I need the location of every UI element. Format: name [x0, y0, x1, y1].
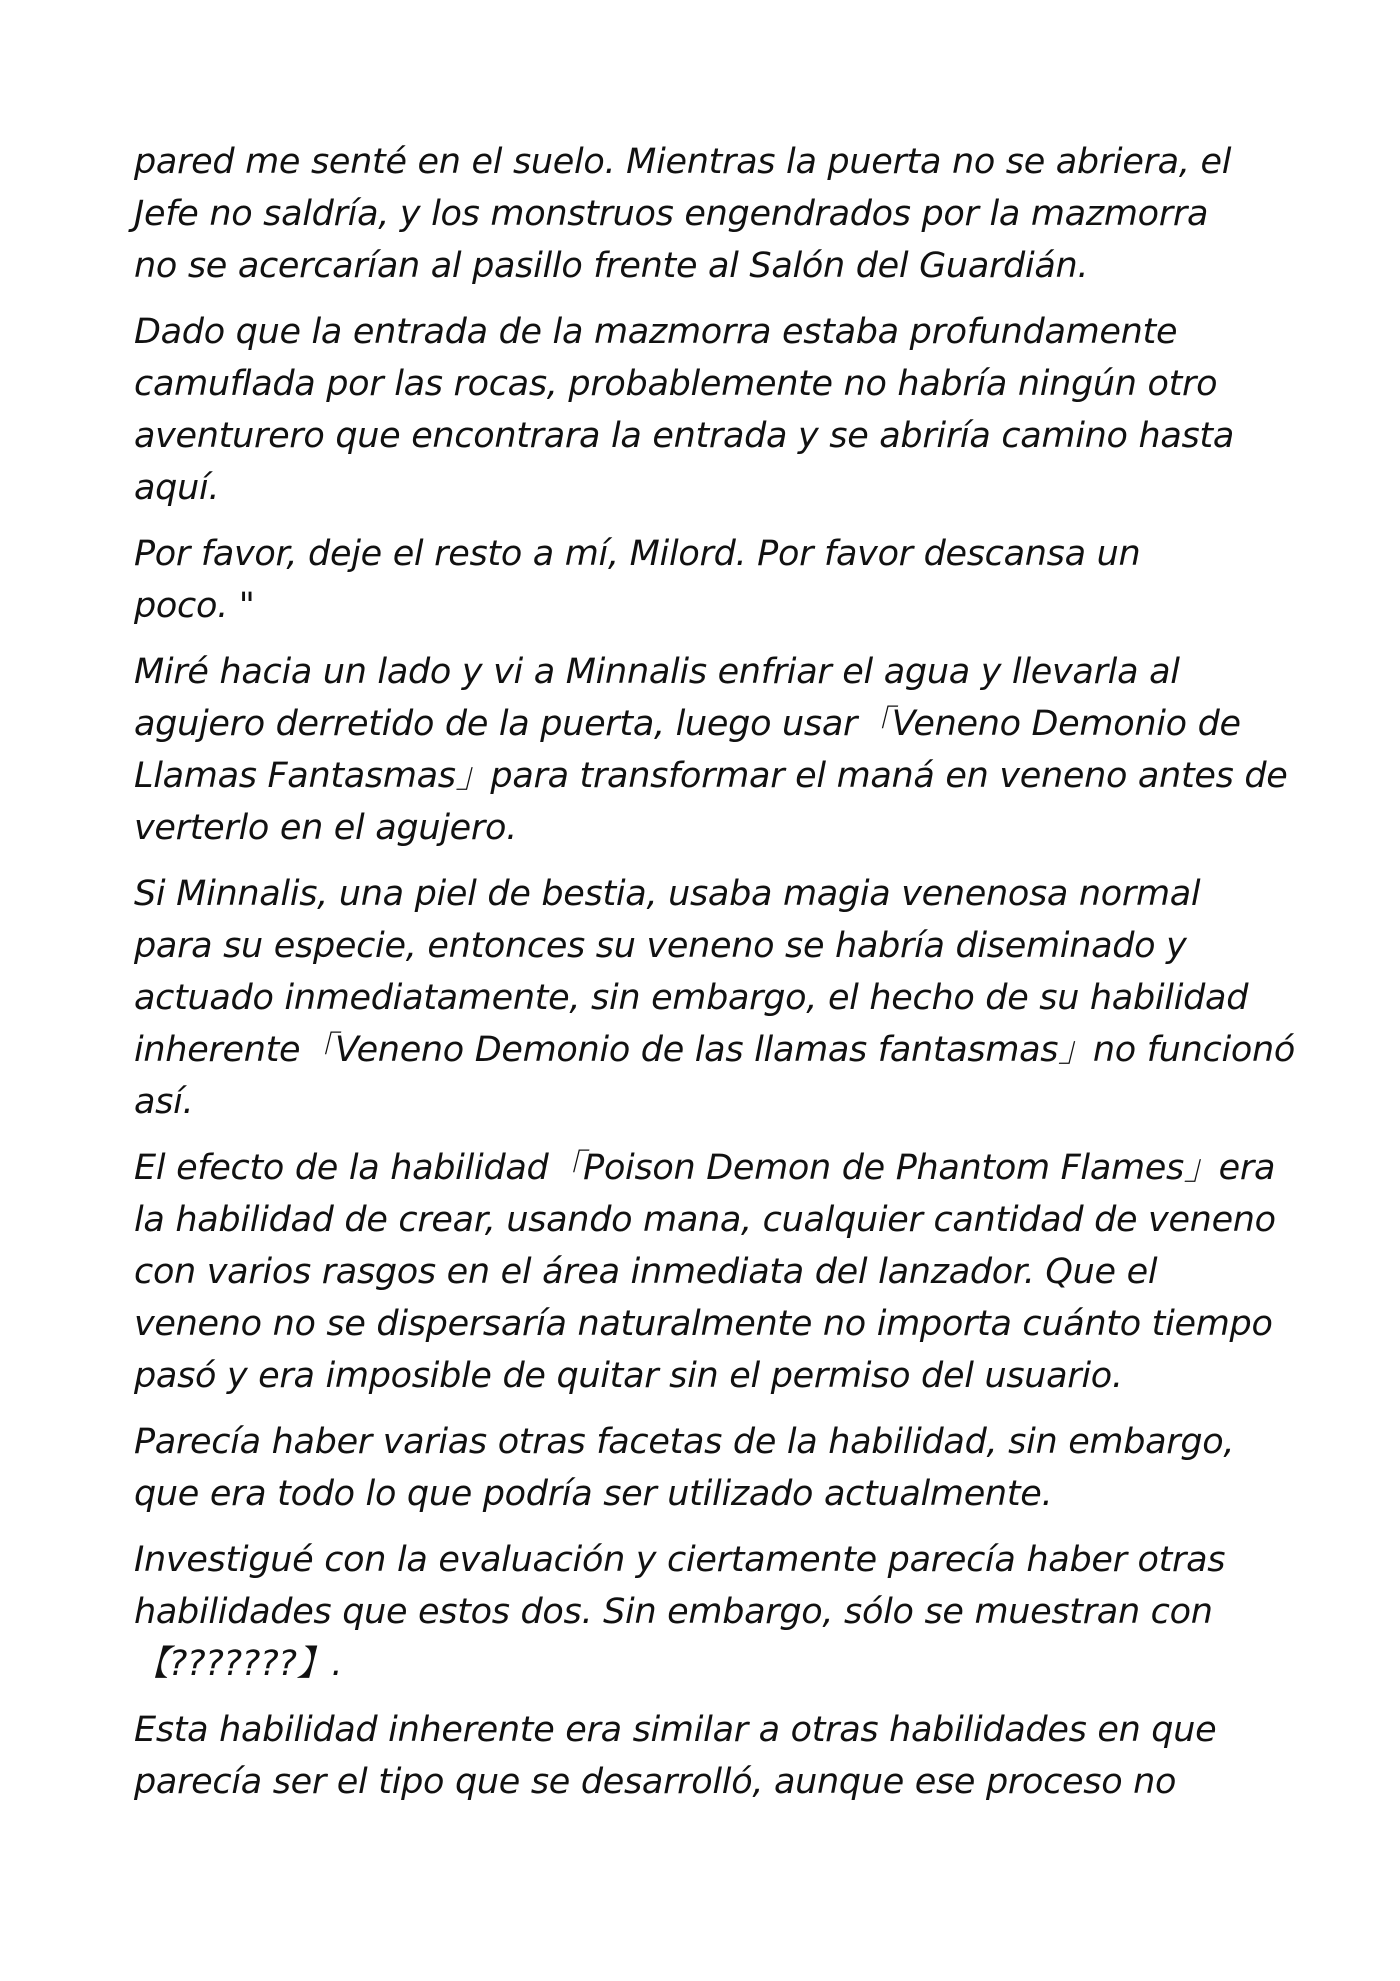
- text-line: El efecto de la habilidad「Poison Demon de Phantom Flames」era: [134, 1148, 1276, 1188]
- paragraph-8: [134, 1534, 1284, 1690]
- text-line: actuado inmediatamente, sin embargo, el hecho de su habilidad: [134, 978, 1249, 1018]
- paragraph-5: [134, 868, 1296, 1128]
- text-line: Investigué con la evaluación y ciertamente parecía haber otras: [134, 1540, 1226, 1580]
- text-line: aquí.: [134, 468, 220, 508]
- text-line: Si Minnalis, una piel de bestia, usaba magia venenosa normal: [134, 874, 1201, 914]
- text-line: la habilidad de crear, usando mana, cualquier cantidad de veneno: [134, 1200, 1276, 1240]
- text-line: Por favor, deje el resto a mí, Milord. Por favor descansa un: [134, 534, 1141, 574]
- paragraph-4: [134, 646, 1288, 854]
- text-line: agujero derretido de la puerta, luego usar「Veneno Demonio de: [134, 704, 1241, 744]
- text-line: Esta habilidad inherente era similar a otras habilidades en que: [134, 1710, 1217, 1750]
- text-line: poco. ": [134, 586, 255, 626]
- text-line: Parecía haber varias otras facetas de la habilidad, sin embargo,: [134, 1422, 1235, 1462]
- text-line: así.: [134, 1082, 194, 1122]
- paragraph-1: [134, 136, 1284, 292]
- text-line: 【???????】.: [134, 1644, 343, 1684]
- text-line: Jefe no saldría, y los monstruos engendrados por la mazmorra: [134, 194, 1209, 234]
- paragraph-9: [134, 1704, 1284, 1808]
- paragraph-2: [134, 306, 1284, 514]
- text-line: inherente「Veneno Demonio de las llamas fantasmas」no funcionó: [134, 1030, 1296, 1070]
- text-line: no se acercarían al pasillo frente al Salón del Guardián.: [134, 246, 1089, 286]
- text-line: que era todo lo que podría ser utilizado actualmente.: [134, 1474, 1053, 1514]
- text-line: para su especie, entonces su veneno se habría diseminado y: [134, 926, 1187, 966]
- paragraph-3: [134, 528, 1284, 632]
- text-line: verterlo en el agujero.: [134, 808, 517, 848]
- text-line: Miré hacia un lado y vi a Minnalis enfriar el agua y llevarla al: [134, 652, 1180, 692]
- text-line: pasó y era imposible de quitar sin el permiso del usuario.: [134, 1356, 1123, 1396]
- text-line: habilidades que estos dos. Sin embargo, sólo se muestran con: [134, 1592, 1213, 1632]
- text-line: Dado que la entrada de la mazmorra estaba profundamente: [134, 312, 1178, 352]
- paragraph-6: [134, 1142, 1284, 1402]
- text-line: Llamas Fantasmas」para transformar el maná en veneno antes de: [134, 756, 1288, 796]
- text-line: veneno no se dispersaría naturalmente no importa cuánto tiempo: [134, 1304, 1273, 1344]
- text-line: camuflada por las rocas, probablemente no habría ningún otro: [134, 364, 1218, 404]
- paragraph-7: [134, 1416, 1284, 1520]
- text-line: aventurero que encontrara la entrada y se abriría camino hasta: [134, 416, 1234, 456]
- text-line: con varios rasgos en el área inmediata del lanzador. Que el: [134, 1252, 1158, 1292]
- text-line: parecía ser el tipo que se desarrolló, aunque ese proceso no: [134, 1762, 1177, 1802]
- document-page: [134, 136, 1296, 1822]
- text-line: pared me senté en el suelo. Mientras la puerta no se abriera, el: [134, 142, 1232, 182]
